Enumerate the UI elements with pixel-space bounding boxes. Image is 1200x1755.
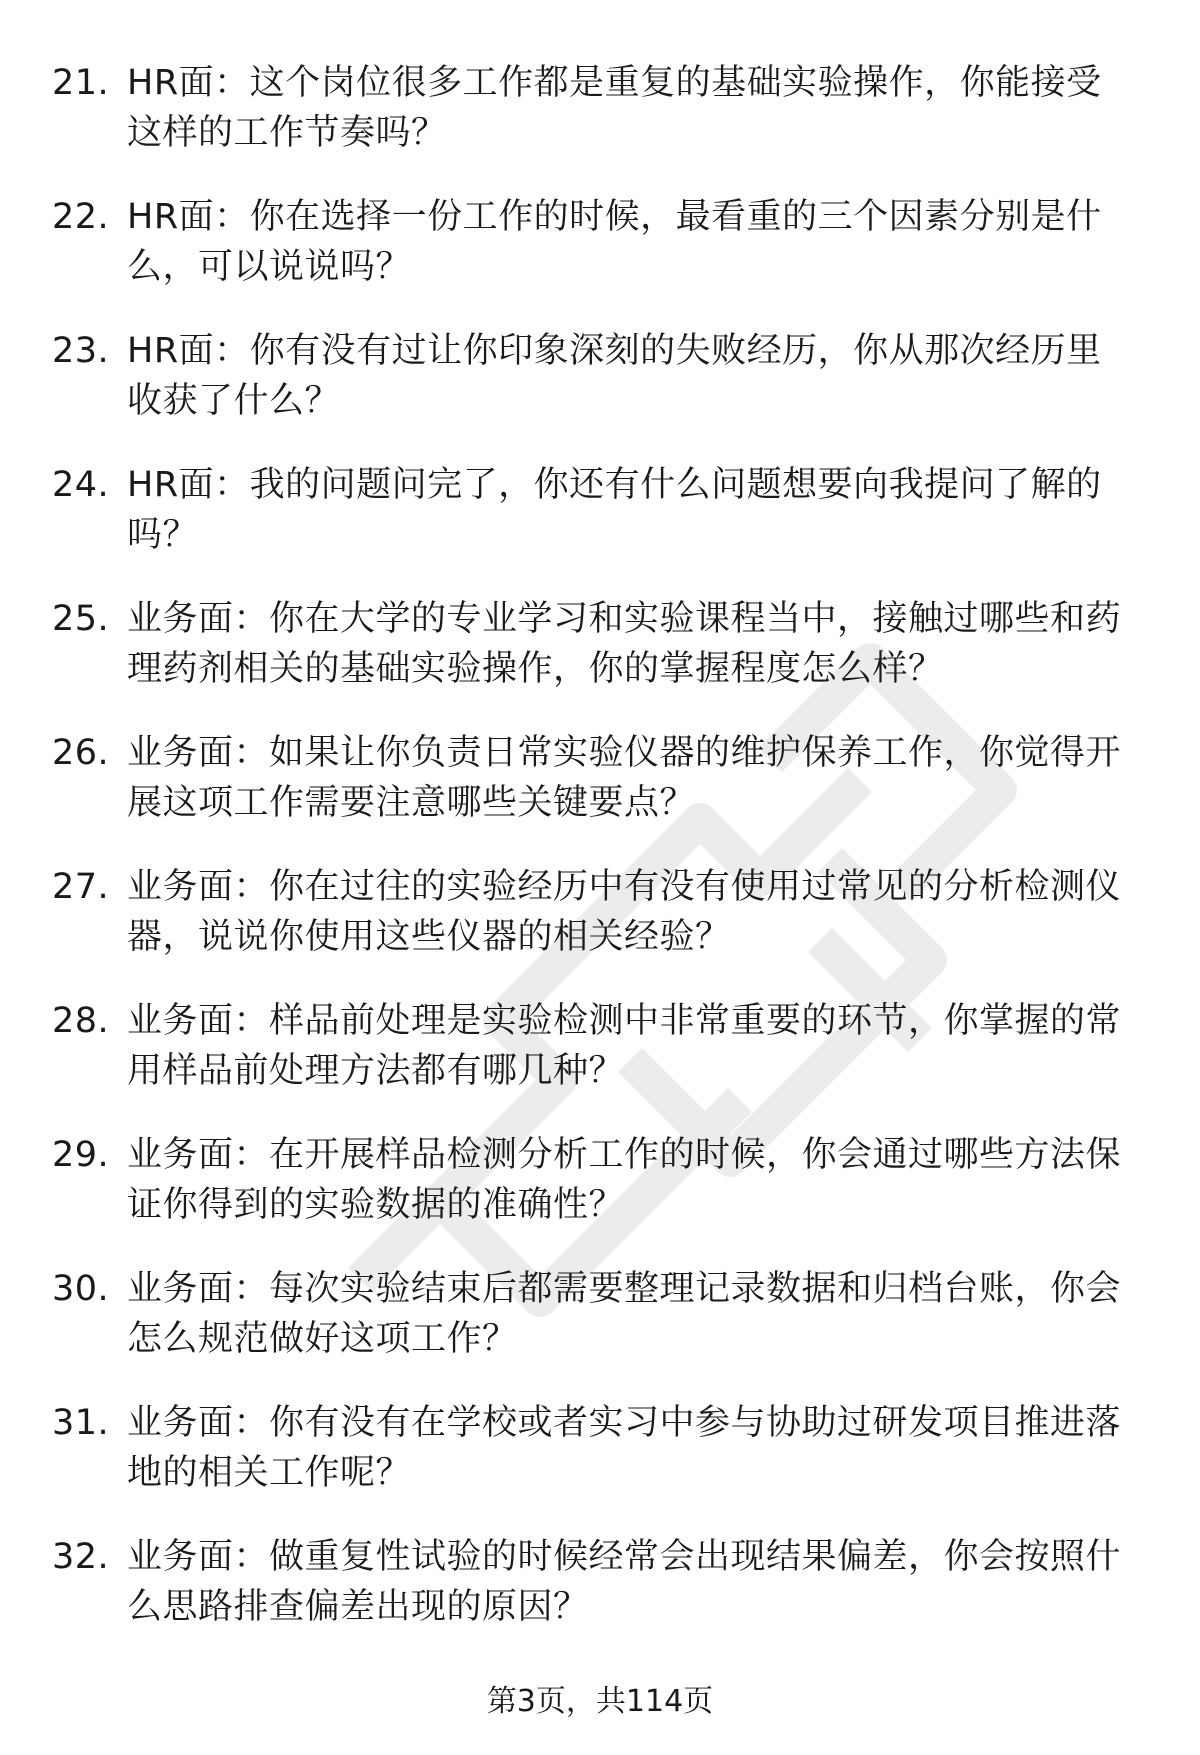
question-number: 25. [52, 599, 110, 639]
question-text: HR面：我的问题问完了，你还有什么问题想要向我提问了解的吗？ [127, 465, 1102, 555]
question-item [52, 1130, 1162, 1264]
question-number: 30. [52, 1269, 110, 1309]
question-text: 业务面：如果让你负责日常实验仪器的维护保养工作，你觉得开展这项工作需要注意哪些关键要点？ [127, 733, 1122, 823]
question-item [52, 326, 1162, 460]
question-number: 28. [52, 1001, 110, 1041]
question-text: HR面：你有没有过让你印象深刻的失败经历，你从那次经历里收获了什么？ [127, 331, 1102, 421]
question-item [52, 728, 1162, 862]
question-item [52, 1398, 1162, 1532]
question-text: 业务面：样品前处理是实验检测中非常重要的环节，你掌握的常用样品前处理方法都有哪几种？ [127, 1001, 1122, 1091]
question-text: 业务面：每次实验结束后都需要整理记录数据和归档台账，你会怎么规范做好这项工作？ [127, 1269, 1122, 1359]
page-number-footer: 第3页，共114页 [486, 1684, 714, 1719]
question-number: 29. [52, 1135, 110, 1175]
question-item [52, 58, 1162, 192]
question-number: 23. [52, 331, 110, 371]
question-number: 21. [52, 63, 110, 103]
question-number: 27. [52, 867, 110, 907]
question-number: 24. [52, 465, 110, 505]
question-item [52, 594, 1162, 728]
question-text: 业务面：你在大学的专业学习和实验课程当中，接触过哪些和药理药剂相关的基础实验操作，你的掌握程度怎么样？ [127, 599, 1122, 689]
question-number: 31. [52, 1403, 110, 1443]
question-number: 32. [52, 1537, 110, 1577]
question-number: 22. [52, 197, 110, 237]
question-item [52, 1264, 1162, 1398]
question-text: 业务面：你在过往的实验经历中有没有使用过常见的分析检测仪器，说说你使用这些仪器的相关经验？ [127, 867, 1122, 957]
question-text: HR面：这个岗位很多工作都是重复的基础实验操作，你能接受这样的工作节奏吗？ [127, 63, 1102, 153]
question-text: HR面：你在选择一份工作的时候，最看重的三个因素分别是什么，可以说说吗？ [127, 197, 1102, 287]
question-item [52, 1532, 1162, 1666]
question-text: 业务面：在开展样品检测分析工作的时候，你会通过哪些方法保证你得到的实验数据的准确性？ [127, 1135, 1122, 1225]
question-number: 26. [52, 733, 110, 773]
question-text: 业务面：你有没有在学校或者实习中参与协助过研发项目推进落地的相关工作呢？ [127, 1403, 1122, 1493]
question-text: 业务面：做重复性试验的时候经常会出现结果偏差，你会按照什么思路排查偏差出现的原因？ [127, 1537, 1122, 1627]
question-item [52, 862, 1162, 996]
question-list [52, 58, 1162, 1666]
question-item [52, 460, 1162, 594]
question-item [52, 996, 1162, 1130]
question-item [52, 192, 1162, 326]
